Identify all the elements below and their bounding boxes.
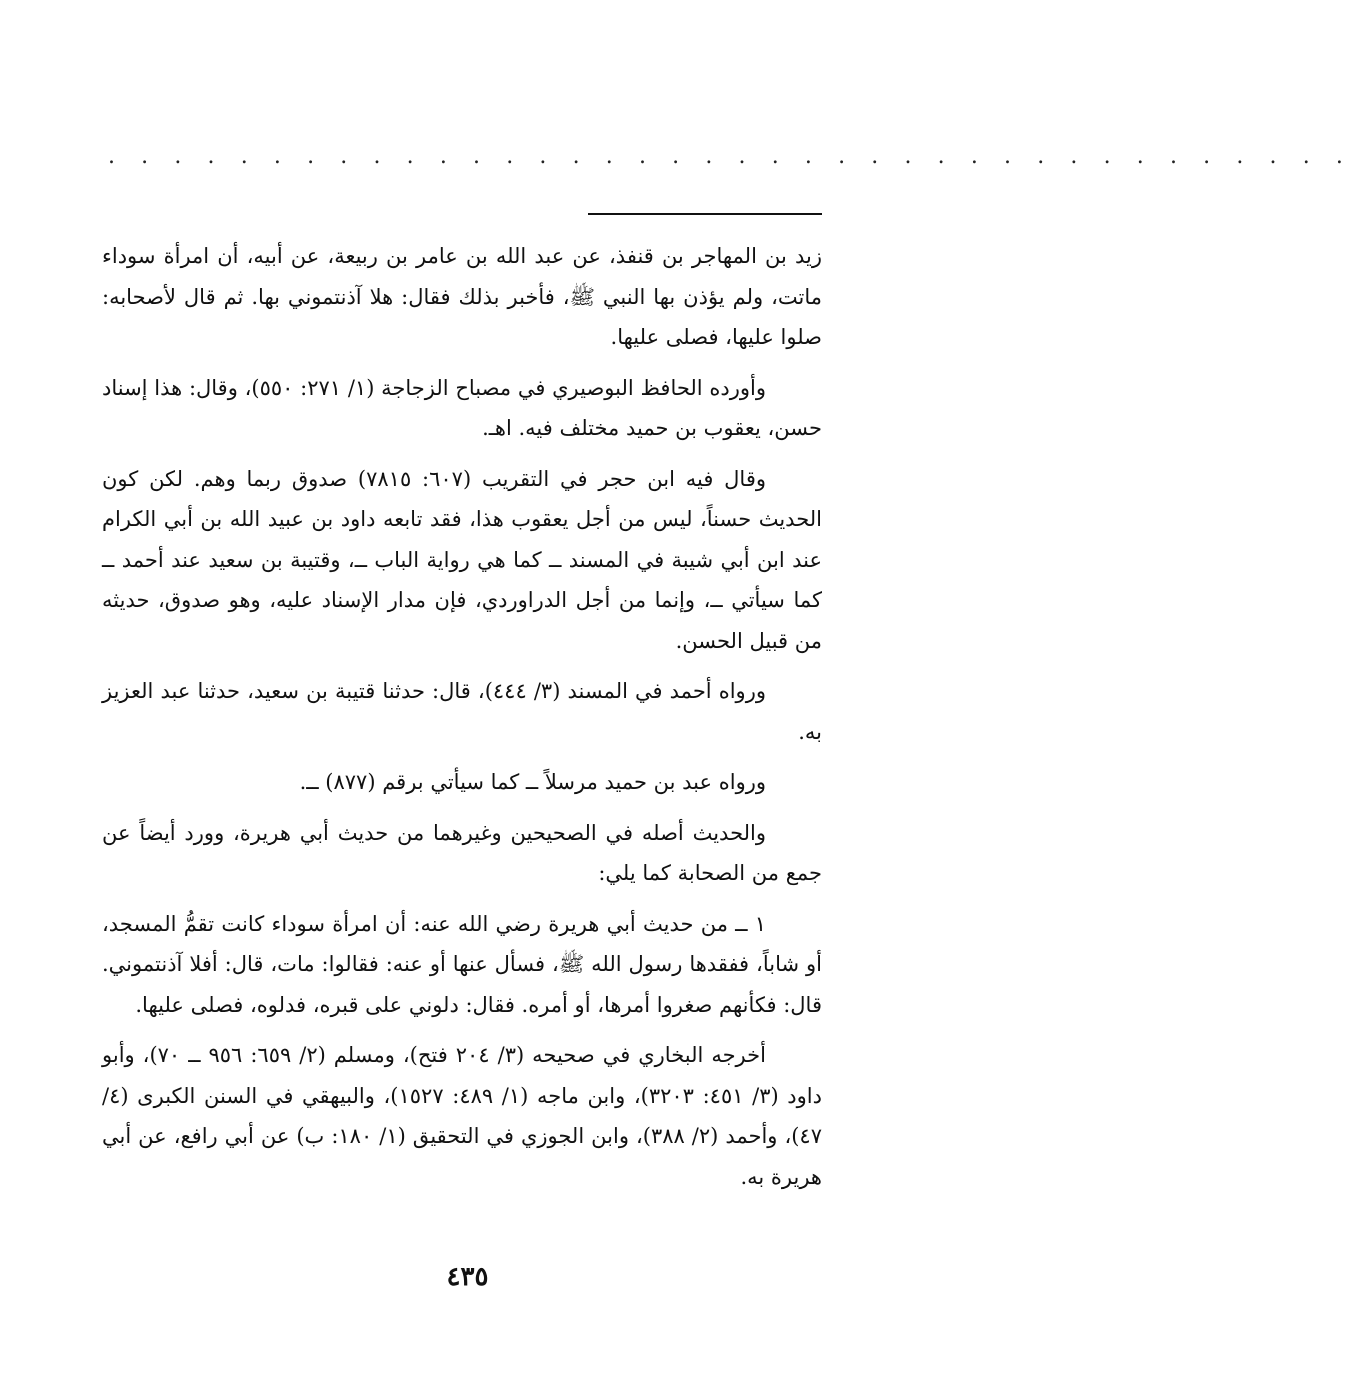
paragraph: والحديث أصله في الصحيحين وغيرهما من حديث أبي هريرة، وورد أيضاً عن جمع من الصحابة كما يلي:: [102, 820, 822, 885]
paragraph: وقال فيه ابن حجر في التقريب (٦٠٧: ٧٨١٥) صدوق ربما وهم. لكن كون الحديث حسناً، ليس من أجل يعقوب هذا، فقد تابعه داود بن عبيد الله بن أبي الكرام عند ابن أبي شيبة في المسند ــ كما هي رواية الباب ــ، وقتيبة بن سعيد عند أحمد ــ كما سيأتي ــ، وإنما من أجل الدراوردي، فإن مدار الإسناد عليه، وهو صدوق، حديثه من قبيل الحسن.: [102, 466, 822, 653]
paragraph: ١ ــ من حديث أبي هريرة رضي الله عنه: أن امرأة سوداء كانت تقمُّ المسجد، أو شاباً، ففقدها رسول الله ﷺ، فسأل عنها أو عنه: فقالوا: مات، قال: أفلا آذنتموني. قال: فكأنهم صغروا أمرها، أو أمره. فقال: دلوني على قبره، فدلوه، فصلى عليها.: [102, 911, 822, 1017]
page-number: ٤٣٥: [446, 1262, 489, 1292]
separator-dots: . . . . . . . . . . . . . . . . . . . . . . . . . . . . . . . . . . . . . .: [108, 144, 1353, 169]
paragraph: وأورده الحافظ البوصيري في مصباح الزجاجة (١/ ٢٧١: ٥٥٠)، وقال: هذا إسناد حسن، يعقوب بن حميد مختلف فيه. اهـ.: [102, 375, 822, 440]
paragraph: ورواه عبد بن حميد مرسلاً ــ كما سيأتي برقم (٨٧٧) ــ.: [299, 770, 766, 794]
paragraph: أخرجه البخاري في صحيحه (٣/ ٢٠٤ فتح)، ومسلم (٢/ ٦٥٩: ٩٥٦ ــ ٧٠)، وأبو داود (٣/ ٤٥١: ٣٢٠٣)، وابن ماجه (١/ ٤٨٩: ١٥٢٧)، والبيهقي في السنن الكبرى (٤/ ٤٧)، وأحمد (٢/ ٣٨٨)، وابن الجوزي في التحقيق (١/ ١٨٠: ب) عن أبي رافع، عن أبي هريرة به.: [102, 1043, 822, 1189]
paragraph: زيد بن المهاجر بن قنفذ، عن عبد الله بن عامر بن ربيعة، عن أبيه، أن امرأة سوداء ماتت، ولم يؤذن بها النبي ﷺ، فأخبر بذلك فقال: هلا آذنتموني بها. ثم قال لأصحابه: صلوا عليها، فصلى عليها.: [102, 244, 822, 349]
paragraph: ورواه أحمد في المسند (٣/ ٤٤٤)، قال: حدثنا قتيبة بن سعيد، حدثنا عبد العزيز به.: [102, 679, 822, 744]
footnote-text: [102, 236, 822, 1207]
footnote-rule: [588, 213, 822, 215]
